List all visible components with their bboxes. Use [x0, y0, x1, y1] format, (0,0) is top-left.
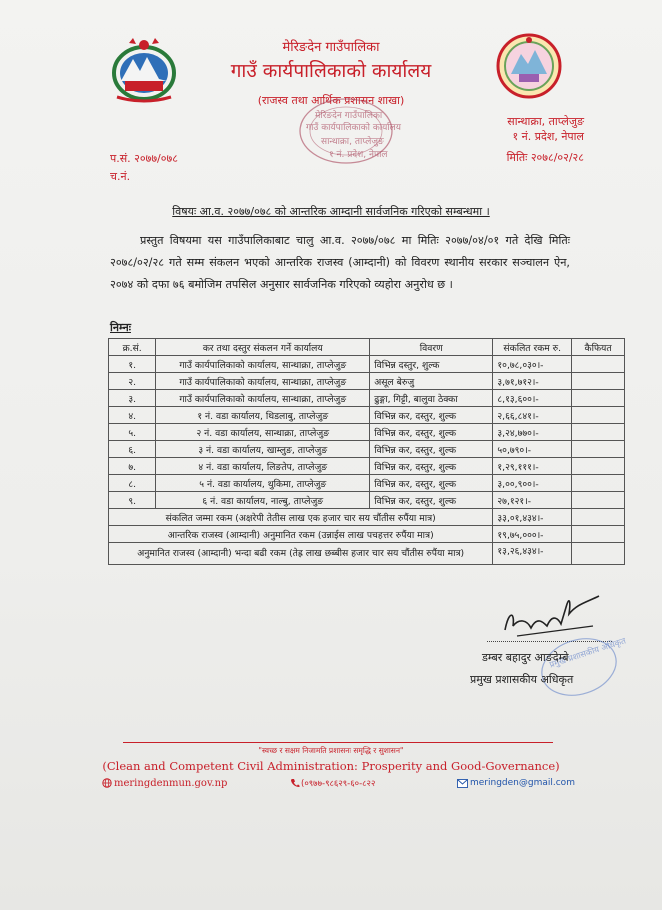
header-office: कर तथा दस्तुर संकलन गर्ने कार्यालय — [156, 339, 370, 356]
row-office: २ नं. वडा कार्यालय, सान्थाक्रा, ताप्लेजुङ — [156, 424, 370, 441]
table-row — [109, 475, 625, 492]
signatory-name: डम्बर बहादुर आङदेम्बे — [482, 651, 569, 664]
row-serial: १. — [109, 356, 156, 373]
row-serial: २. — [109, 373, 156, 390]
summary-label: आन्तरिक राजस्व (आम्दानी) अनुमानित रकम (उन्नाईस लाख पचहत्तर रुपैंया मात्र) — [109, 526, 493, 543]
table-row — [109, 492, 625, 509]
summary-amount: १९,७५,०००।- — [493, 526, 572, 543]
seal-text-line4: १ नं. प्रदेश, नेपाल — [329, 150, 388, 160]
row-amount: ५०,७९०।- — [493, 441, 572, 458]
row-serial: ८. — [109, 475, 156, 492]
table-row — [109, 373, 625, 390]
reference-number: प.सं. २०७७/०७८ — [110, 152, 178, 165]
row-description: विभिन्न कर, दस्तुर, शुल्क — [370, 492, 493, 509]
summary-amount: ३३,०१,४३४।- — [493, 509, 572, 526]
summary-label: संकलित जम्मा रकम (अक्षरेपी तेतीस लाख एक हजार चार सय चौंतीस रुपैंया मात्र) — [109, 509, 493, 526]
row-remark — [572, 458, 625, 475]
row-office: गाउँ कार्यपालिकाको कार्यालय, सान्थाक्रा, ताप्लेजुङ — [156, 356, 370, 373]
motto-english: (Clean and Competent Civil Administration: Prosperity and Good-Governance) — [102, 759, 560, 773]
row-remark — [572, 390, 625, 407]
row-amount: २७,१२१।- — [493, 492, 572, 509]
summary-remark — [572, 526, 625, 543]
seal-text-line2: गाउँ कार्यपालिकाको कार्यालय — [306, 123, 401, 133]
row-description: ढुङ्गा, गिट्टी, बालुवा ठेक्का — [370, 390, 493, 407]
row-amount: ३,७१,७१२।- — [493, 373, 572, 390]
row-description: विभिन्न दस्तुर, शुल्क — [370, 356, 493, 373]
signatory-title: प्रमुख प्रशासकीय अधिकृत — [470, 673, 574, 686]
row-description: विभिन्न कर, दस्तुर, शुल्क — [370, 441, 493, 458]
location-line1: सान्थाक्रा, ताप्लेजुङ — [507, 115, 584, 128]
summary-row-total — [109, 509, 625, 526]
email-icon — [457, 779, 468, 788]
office-branch: (राजस्व तथा आर्थिक प्रशासन शाखा) — [257, 94, 405, 107]
row-office: ५ नं. वडा कार्यालय, थुकिमा, ताप्लेजुङ — [156, 475, 370, 492]
row-serial: ३. — [109, 390, 156, 407]
row-serial: ५. — [109, 424, 156, 441]
table-row — [109, 407, 625, 424]
row-office: ३ नं. वडा कार्यालय, खाम्लुङ, ताप्लेजुङ — [156, 441, 370, 458]
signature-stamp-text: प्रमुख प्रशासकीय अधिकृत — [548, 636, 628, 671]
table-header-row — [109, 339, 625, 356]
header-serial: क्र.सं. — [109, 339, 156, 356]
row-office: गाउँ कार्यपालिकाको कार्यालय, सान्थाक्रा, ताप्लेजुङ — [156, 390, 370, 407]
row-amount: ३,२४,७७०।- — [493, 424, 572, 441]
row-amount: २,६६,८४१।- — [493, 407, 572, 424]
row-amount: ८,१३,६००।- — [493, 390, 572, 407]
row-serial: ४. — [109, 407, 156, 424]
table-row — [109, 390, 625, 407]
summary-label: अनुमानित राजस्व (आम्दानी) भन्दा बढी रकम (तेह्र लाख छब्बीस हजार चार सय चौंतीस रुपैंया मात्र) — [109, 543, 493, 565]
row-office: ४ नं. वडा कार्यालय, लिङतेप, ताप्लेजुङ — [156, 458, 370, 475]
seal-text-line1: मेरिङदेन गाउँपालिका — [315, 111, 383, 121]
row-office: ६ नं. वडा कार्यालय, नाल्बु, ताप्लेजुङ — [156, 492, 370, 509]
row-office: १ नं. वडा कार्यालय, थिडलाबु, ताप्लेजुङ — [156, 407, 370, 424]
subject-line: विषयः आ.व. २०७७/०७८ को आन्तरिक आम्दानी सार्वजनिक गरिएको सम्बन्धमा । — [172, 205, 490, 218]
table-row — [109, 458, 625, 475]
email-link[interactable]: meringden@gmail.com — [470, 778, 575, 788]
row-remark — [572, 492, 625, 509]
seal-text-line3: सान्थाक्रा, ताप्लेजुङ — [321, 137, 384, 147]
office-title: गाउँ कार्यपालिकाको कार्यालय — [230, 60, 432, 82]
row-office: गाउँ कार्यपालिकाको कार्यालय, सान्थाक्रा, ताप्लेजुङ — [156, 373, 370, 390]
row-serial: ९. — [109, 492, 156, 509]
motto-nepali: "स्वच्छ र सक्षम निजामति प्रशासनः समृद्धि र सुशासन" — [258, 746, 404, 755]
revenue-table — [108, 338, 625, 565]
row-amount: ३,००,९००।- — [493, 475, 572, 492]
row-description: विभिन्न कर, दस्तुर, शुल्क — [370, 407, 493, 424]
summary-remark — [572, 543, 625, 565]
body-paragraph: प्रस्तुत विषयमा यस गाउँपालिकाबाट चालु आ.व. २०७७/०७८ मा मितिः २०७७/०४/०१ गते देखि मितिः २०७८/०२/२८ गते सम्म संकलन भएको आन्तरिक राजस्व (आम्दानी) को विवरण स्थानीय सरकार सञ्चालन ऐन, २०७४ को दफा ७६ बमोजिम तपसिल अनुसार सार्वजनिक गरिएको व्यहोरा अनुरोध छ । — [110, 234, 570, 291]
header-remarks: कैफियत — [572, 339, 625, 356]
location-line2: १ नं. प्रदेश, नेपाल — [512, 130, 584, 143]
row-remark — [572, 424, 625, 441]
summary-row-estimated — [109, 526, 625, 543]
row-amount: १,२९,१११।- — [493, 458, 572, 475]
footer-divider — [123, 742, 553, 743]
phone-icon — [290, 778, 300, 788]
table-row — [109, 441, 625, 458]
following-label: निम्नः — [110, 321, 131, 334]
row-description: विभिन्न कर, दस्तुर, शुल्क — [370, 458, 493, 475]
table-row — [109, 424, 625, 441]
row-remark — [572, 356, 625, 373]
row-remark — [572, 475, 625, 492]
municipality-name: मेरिङदेन गाउँपालिका — [282, 40, 380, 55]
row-remark — [572, 373, 625, 390]
row-remark — [572, 407, 625, 424]
dispatch-number: च.नं. — [110, 170, 131, 183]
letter-date: मितिः २०७८/०२/२८ — [506, 151, 584, 164]
row-serial: ७. — [109, 458, 156, 475]
row-serial: ६. — [109, 441, 156, 458]
globe-icon — [102, 778, 112, 788]
header-amount: संकलित रकम रु. — [493, 339, 572, 356]
row-description: विभिन्न कर, दस्तुर, शुल्क — [370, 424, 493, 441]
row-description: असूल बेरुजु — [370, 373, 493, 390]
table-row — [109, 356, 625, 373]
summary-amount: १३,२६,४३४।- — [493, 543, 572, 565]
phone-number: (०९७७-९८६२९-६०-८२२ — [301, 779, 376, 789]
header-description: विवरण — [370, 339, 493, 356]
row-remark — [572, 441, 625, 458]
summary-remark — [572, 509, 625, 526]
row-description: विभिन्न कर, दस्तुर, शुल्क — [370, 475, 493, 492]
website-link[interactable]: meringdenmun.gov.np — [114, 778, 228, 789]
summary-row-excess — [109, 543, 625, 565]
row-amount: १०,७८,०३०।- — [493, 356, 572, 373]
